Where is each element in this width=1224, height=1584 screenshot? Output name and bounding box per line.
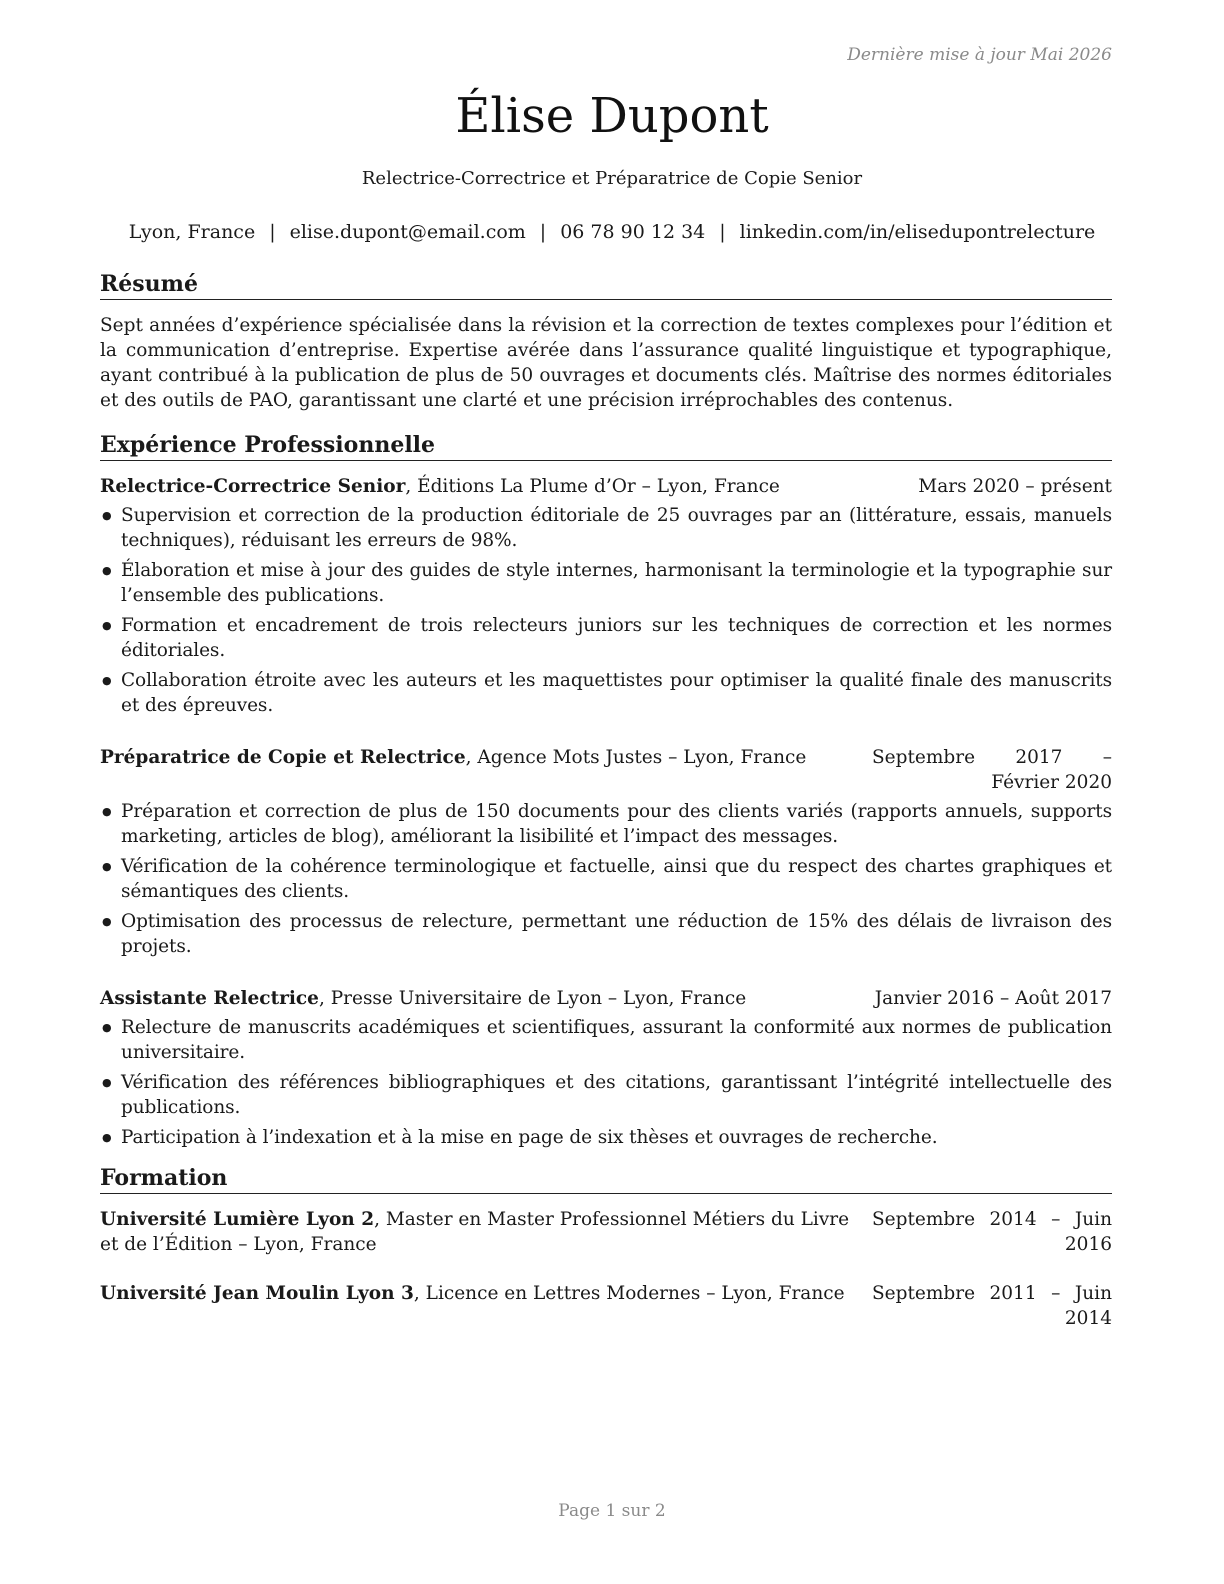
section-title-education: Formation	[100, 1164, 1112, 1194]
contact-phone[interactable]: 06 78 90 12 34	[560, 221, 706, 243]
education-detail: , Licence en Lettres Modernes – Lyon, France	[413, 1283, 845, 1304]
job-dates: Septembre 2017 – Février 2020	[872, 747, 1112, 793]
job-entry	[100, 986, 1112, 1150]
bullet-item: ● Relecture de manuscrits académiques et scientifiques, assurant la conformité aux normes de publication universitaire.	[100, 1015, 1112, 1065]
resume-content	[100, 270, 1112, 1355]
job-role: Relectrice-Correctrice Senior	[100, 476, 406, 497]
summary-text: Sept années d’expérience spécialisée dans la révision et la correction de textes complexes pour l’édition et la communication d’entreprise. Expertise avérée dans l’assurance qualité linguistique et typographique, ayant contribué à la publication de plus de 50 ouvrages et documents clés. Maîtrise des normes éditoriales et des outils de PAO, garantissant une clarté et une précision irréprochables des contenus.	[100, 315, 1112, 411]
education-dates: Septembre 2014 – Juin 2016	[872, 1209, 1112, 1255]
education-dates: Septembre 2011 – Juin 2014	[872, 1283, 1112, 1329]
bullet-item: ● Participation à l’indexation et à la mise en page de six thèses et ouvrages de recherche.	[100, 1125, 1112, 1150]
job-bullets	[100, 1015, 1112, 1150]
job-organization: , Agence Mots Justes – Lyon, France	[465, 747, 807, 768]
education-entry	[100, 1281, 1112, 1331]
contact-separator: |	[269, 221, 276, 243]
education-school: Université Lumière Lyon 2	[100, 1209, 375, 1230]
education-detail: , Master en Master Professionnel Métiers du Livre et de l’Édition – Lyon, France	[100, 1209, 850, 1255]
job-entry	[100, 474, 1112, 718]
job-header	[100, 986, 1112, 1011]
job-header	[100, 745, 1112, 795]
job-role: Préparatrice de Copie et Relectrice	[100, 747, 466, 768]
page-number: Page 1 sur 2	[558, 1501, 666, 1521]
contact-email[interactable]: elise.dupont@email.com	[289, 221, 526, 243]
job-role: Assistante Relectrice	[100, 988, 319, 1009]
job-organization: , Presse Universitaire de Lyon – Lyon, France	[318, 988, 747, 1009]
bullet-item: ● Vérification des références bibliographiques et des citations, garantissant l’intégrité intellectuelle des publications.	[100, 1070, 1112, 1120]
bullet-item: ● Formation et encadrement de trois relecteurs juniors sur les techniques de correction et les normes éditoriales.	[100, 613, 1112, 663]
last-updated: Dernière mise à jour Mai 2026	[847, 45, 1112, 65]
job-bullets	[100, 503, 1112, 718]
bullet-item: ● Collaboration étroite avec les auteurs et les maquettistes pour optimiser la qualité finale des manuscrits et des épreuves.	[100, 668, 1112, 718]
bullet-item: ● Élaboration et mise à jour des guides de style internes, harmonisant la terminologie et la typographie sur l’ensemble des publications.	[100, 558, 1112, 608]
contact-separator: |	[539, 221, 547, 243]
job-organization: , Éditions La Plume d’Or – Lyon, France	[405, 476, 780, 497]
section-title-summary: Résumé	[100, 270, 1112, 300]
candidate-name: Élise Dupont	[455, 88, 769, 144]
job-entry	[100, 745, 1112, 959]
education-entry	[100, 1207, 1112, 1257]
bullet-item: ● Supervision et correction de la production éditoriale de 25 ouvrages par an (littérature, essais, manuels techniques), réduisant les erreurs de 98%.	[100, 503, 1112, 553]
bullet-item: ● Préparation et correction de plus de 150 documents pour des clients variés (rapports annuels, supports marketing, articles de blog), améliorant la lisibilité et l’impact des messages.	[100, 799, 1112, 849]
job-bullets	[100, 799, 1112, 959]
job-title: Relectrice-Correctrice et Préparatrice de Copie Senior	[361, 168, 863, 189]
contact-location: Lyon, France	[128, 221, 256, 243]
contact-separator: |	[719, 221, 726, 243]
job-header	[100, 474, 1112, 499]
contact-linkedin[interactable]: linkedin.com/in/elisedupontrelecture	[739, 221, 1096, 243]
job-dates: Janvier 2016 – Août 2017	[874, 988, 1112, 1009]
section-title-experience: Expérience Professionnelle	[100, 431, 1112, 461]
education-school: Université Jean Moulin Lyon 3	[100, 1283, 414, 1304]
contact-line	[0, 219, 1224, 245]
bullet-item: ● Vérification de la cohérence terminologique et factuelle, ainsi que du respect des chartes graphiques et sémantiques des clients.	[100, 854, 1112, 904]
job-dates: Mars 2020 – présent	[918, 476, 1112, 497]
bullet-item: ● Optimisation des processus de relecture, permettant une réduction de 15% des délais de livraison des projets.	[100, 909, 1112, 959]
